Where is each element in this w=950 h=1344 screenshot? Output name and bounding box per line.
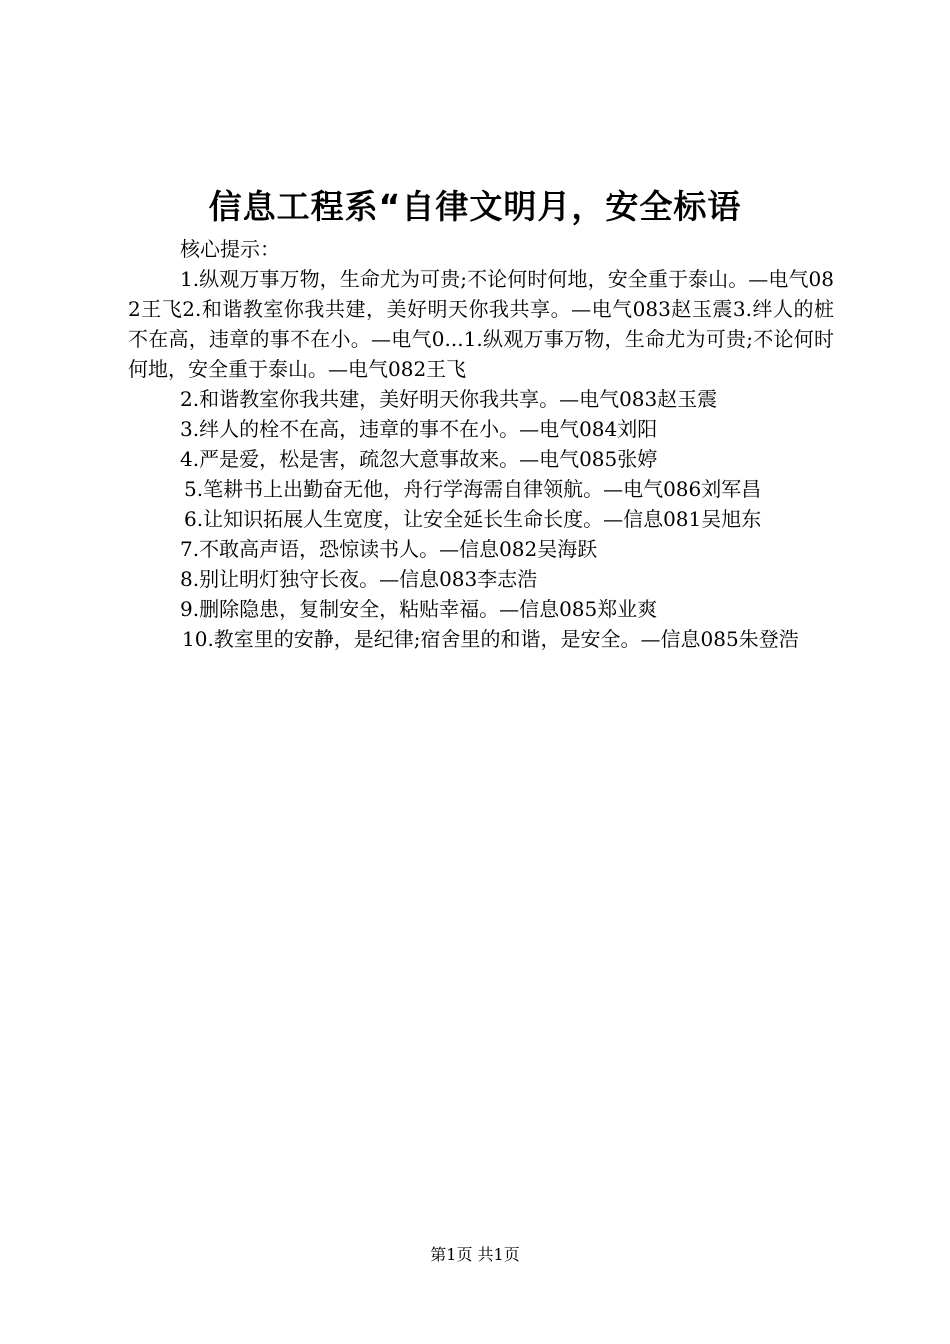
slogan-item: 8.别让明灯独守长夜。—信息083李志浩 [180,567,538,591]
summary-label: 核心提示： [180,237,280,261]
slogan-item: 2.和谐教室你我共建，美好明天你我共享。—电气083赵玉震 [180,387,718,411]
slogan-item: 10.教室里的安静，是纪律;宿舍里的和谐，是安全。—信息085朱登浩 [182,627,799,651]
slogan-item: 9.删除隐患，复制安全，粘贴幸福。—信息085郑业爽 [180,597,658,621]
slogan-item: 4.严是爱，松是害，疏忽大意事故来。—电气085张婷 [180,447,658,471]
page-footer: 第1页 共1页 [430,1245,520,1264]
slogan-item: 6.让知识拓展人生宽度，让安全延长生命长度。—信息081吴旭东 [184,507,762,531]
summary-text: 1.纵观万事万物，生命尤为可贵;不论何时何地，安全重于泰山。—电气082王飞2.和谐教室你我共建，美好明天你我共享。—电气083赵玉震3.绊人的桩不在高，违章的事不在小。—电气0...1.纵观万事万物，生命尤为可贵;不论何时何地，安全重于泰山。—电气082王飞 [128,267,834,381]
document-body [128,234,834,654]
page-title: 信息工程系“自律文明月，安全标语 [208,187,742,226]
slogan-item: 7.不敢高声语，恐惊读书人。—信息082吴海跃 [180,537,598,561]
slogan-item: 3.绊人的栓不在高，违章的事不在小。—电气084刘阳 [180,417,658,441]
slogan-item: 5.笔耕书上出勤奋无他，舟行学海需自律领航。—电气086刘军昌 [184,477,762,501]
